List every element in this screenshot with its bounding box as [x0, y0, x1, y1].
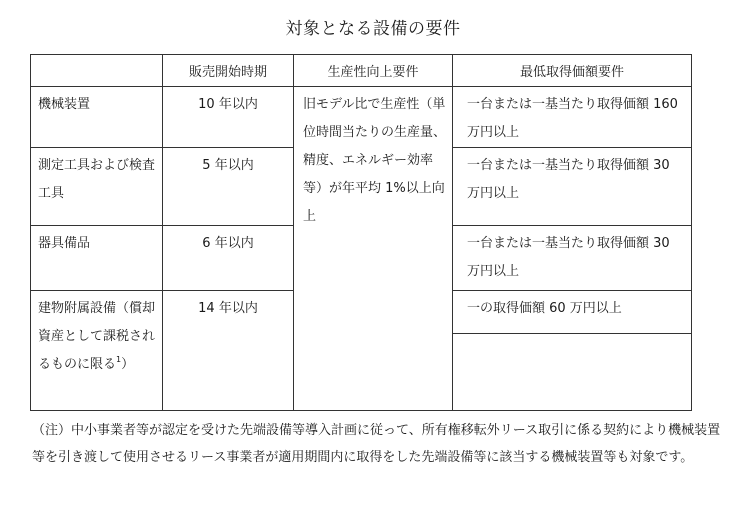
- header-productivity: 生産性向上要件: [294, 55, 453, 87]
- sales-start-cell: 5 年以内: [163, 148, 294, 226]
- min-price-cell: 一の取得価額 60 万円以上: [453, 291, 692, 411]
- header-equipment: [31, 55, 163, 87]
- min-price-cell: 一台または一基当たり取得価額 30 万円以上: [453, 226, 692, 291]
- min-price-cell: 一台または一基当たり取得価額 30 万円以上: [453, 148, 692, 226]
- equipment-cell: 機械装置: [31, 87, 163, 148]
- min-price-cell: 一台または一基当たり取得価額 160 万円以上: [453, 87, 692, 148]
- sales-start-cell: 10 年以内: [163, 87, 294, 148]
- equipment-cell: 測定工具および検査工具: [31, 148, 163, 226]
- sales-start-cell: 6 年以内: [163, 226, 294, 291]
- equipment-cell: 建物附属設備（償却資産として課税されるものに限る$^1$）: [31, 291, 163, 411]
- productivity-cell: 旧モデル比で生産性（単位時間当たりの生産量、精度、エネルギー効率等）が年平均 1%以上向上: [294, 87, 453, 411]
- header-sales-start: 販売開始時期: [163, 55, 294, 87]
- equipment-cell: 器具備品: [31, 226, 163, 291]
- header-min-price: 最低取得価額要件: [453, 55, 692, 87]
- footnote-marker: 1: [116, 355, 122, 364]
- table-row: [31, 87, 692, 148]
- table-header-row: [31, 55, 692, 87]
- page-title: 対象となる設備の要件: [285, 19, 461, 39]
- footnote-text: （注）中小事業者等が認定を受けた先端設備等導入計画に従って、所有権移転外リース取引に係る契約により機械装置等を引き渡して使用させるリース事業者が適用期間内に取得をした先端設備等に該当する機械装置等も対象です。: [32, 423, 721, 465]
- sales-start-cell: 14 年以内: [163, 291, 294, 411]
- requirements-table: [30, 54, 692, 411]
